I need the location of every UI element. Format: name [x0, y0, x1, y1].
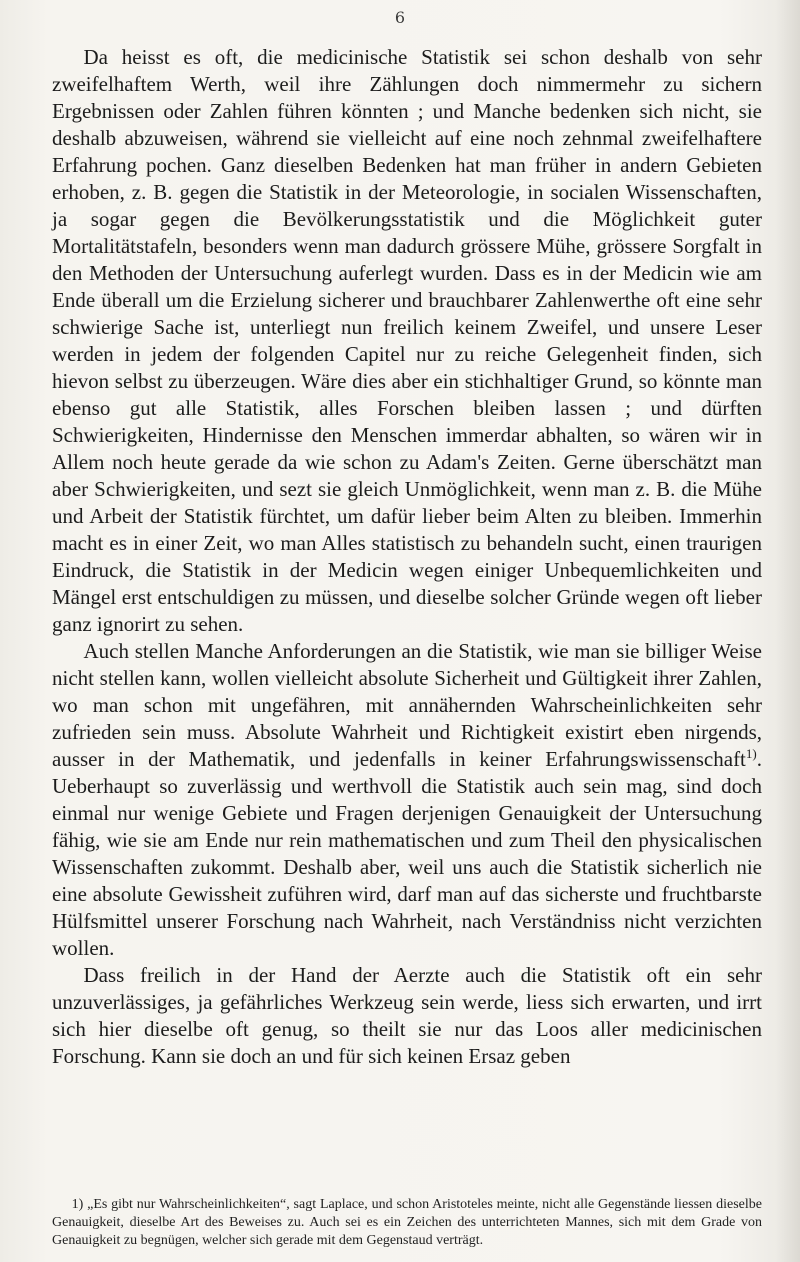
paragraph-3: Dass freilich in der Hand der Aerzte auch die Statistik oft ein sehr unzuverlässiges, ja gefährliches Werkzeug sein werde, liess sich erwarten, und irrt sich hier dieselbe oft genug, so theilt sie nur das Loos aller medicinischen Forschung. Kann sie doch an und für sich keinen Ersaz geben: [52, 963, 762, 1068]
paragraph-2: [52, 638, 762, 962]
footnote-1: 1) „Es gibt nur Wahrscheinlichkeiten“, sagt Laplace, und schon Aristoteles meinte, nicht alle Gegenstände liessen dieselbe Genauigkeit, dieselbe Art des Beweises zu. Auch sei es ein Zeichen des unterrichteten Mannes, sich mit dem Grade von Genauigkeit zu begnügen, welcher sich gerade mit dem Gegenstaud verträgt.: [52, 1197, 762, 1248]
paragraph-1: Da heisst es oft, die medicinische Statistik sei schon deshalb von sehr zweifelhaftem Werth, weil ihre Zählungen doch nimmermehr zu sichern Ergebnissen oder Zahlen führen könnten ; und Manche bedenken sich nicht, sie deshalb abzuweisen, während sie vielleicht auf eine noch zehnmal zweifelhaftere Erfahrung pochen. Ganz dieselben Bedenken hat man früher in andern Gebieten erhoben, z. B. gegen die Statistik in der Meteorologie, in socialen Wissenschaften, ja sogar gegen die Bevölkerungsstatistik und die Möglichkeit guter Mortalitätstafeln, besonders wenn man dadurch grössere Mühe, grössere Sorgfalt in den Methoden der Untersuchung auferlegt wurden. Dass es in der Medicin wie am Ende überall um die Erzielung sicherer und brauchbarer Zahlenwerthe oft eine sehr schwierige Sache ist, unterliegt nun freilich keinem Zweifel, und unsere Leser werden in jedem der folgenden Capitel nur zu reiche Gelegenheit finden, sich hievon selbst zu überzeugen. Wäre dies aber ein stichhaltiger Grund, so könnte man ebenso gut alle Statistik, alles Forschen bleiben lassen ; und dürften Schwierigkeiten, Hindernisse den Menschen immerdar abhalten, so wären wir in Allem noch heute gerade da wie schon zu Adam's Zeiten. Gerne überschätzt man aber Schwierigkeiten, und sezt sie gleich Unmöglichkeit, wenn man z. B. die Mühe und Arbeit der Statistik fürchtet, um dafür lieber beim Alten zu bleiben. Immerhin macht es in einer Zeit, wo man Alles statistisch zu behandeln sucht, einen traurigen Eindruck, die Statistik in der Medicin wegen einiger Unbequemlichkeiten und Mängel erst entschuldigen zu müssen, und dieselbe solcher Gründe wegen oft lieber ganz ignorirt zu sehen.: [52, 45, 762, 636]
body-text: [52, 44, 762, 1070]
paragraph-2-text-b: . Ueberhaupt so zuverlässig und werthvoll die Statistik auch sein mag, sind doch einmal nur wenige Gebiete und Fragen derjenigen Genauigkeit der Untersuchung fähig, wie sie am Ende nur rein mathematischen und zum Theil den physicalischen Wissenschaften zukommt. Deshalb aber, weil uns auch die Statistik sicherlich nie eine absolute Gewissheit zuführen wird, darf man auf das sicherste und fruchtbarste Hülfsmittel unserer Forschung nach Wahrheit, nach Verständniss nicht verzichten wollen.: [52, 747, 762, 960]
page-number: 6: [394, 8, 406, 27]
footnotes: [52, 1196, 762, 1250]
footnote-reference: 1): [745, 746, 757, 761]
page-edge-shadow: [776, 0, 800, 1262]
paragraph-2-text-a: Auch stellen Manche Anforderungen an die Statistik, wie man sie billiger Weise nicht stellen kann, wollen vielleicht absolute Sicherheit und Gültigkeit ihrer Zahlen, wo man schon mit ungefähren, mit annähernden Wahrscheinlichkeiten sehr zufrieden sein muss. Absolute Wahrheit und Richtigkeit existirt eben nirgends, ausser in der Mathematik, und jedenfalls in keiner Erfahrungswissenschaft: [52, 639, 762, 771]
